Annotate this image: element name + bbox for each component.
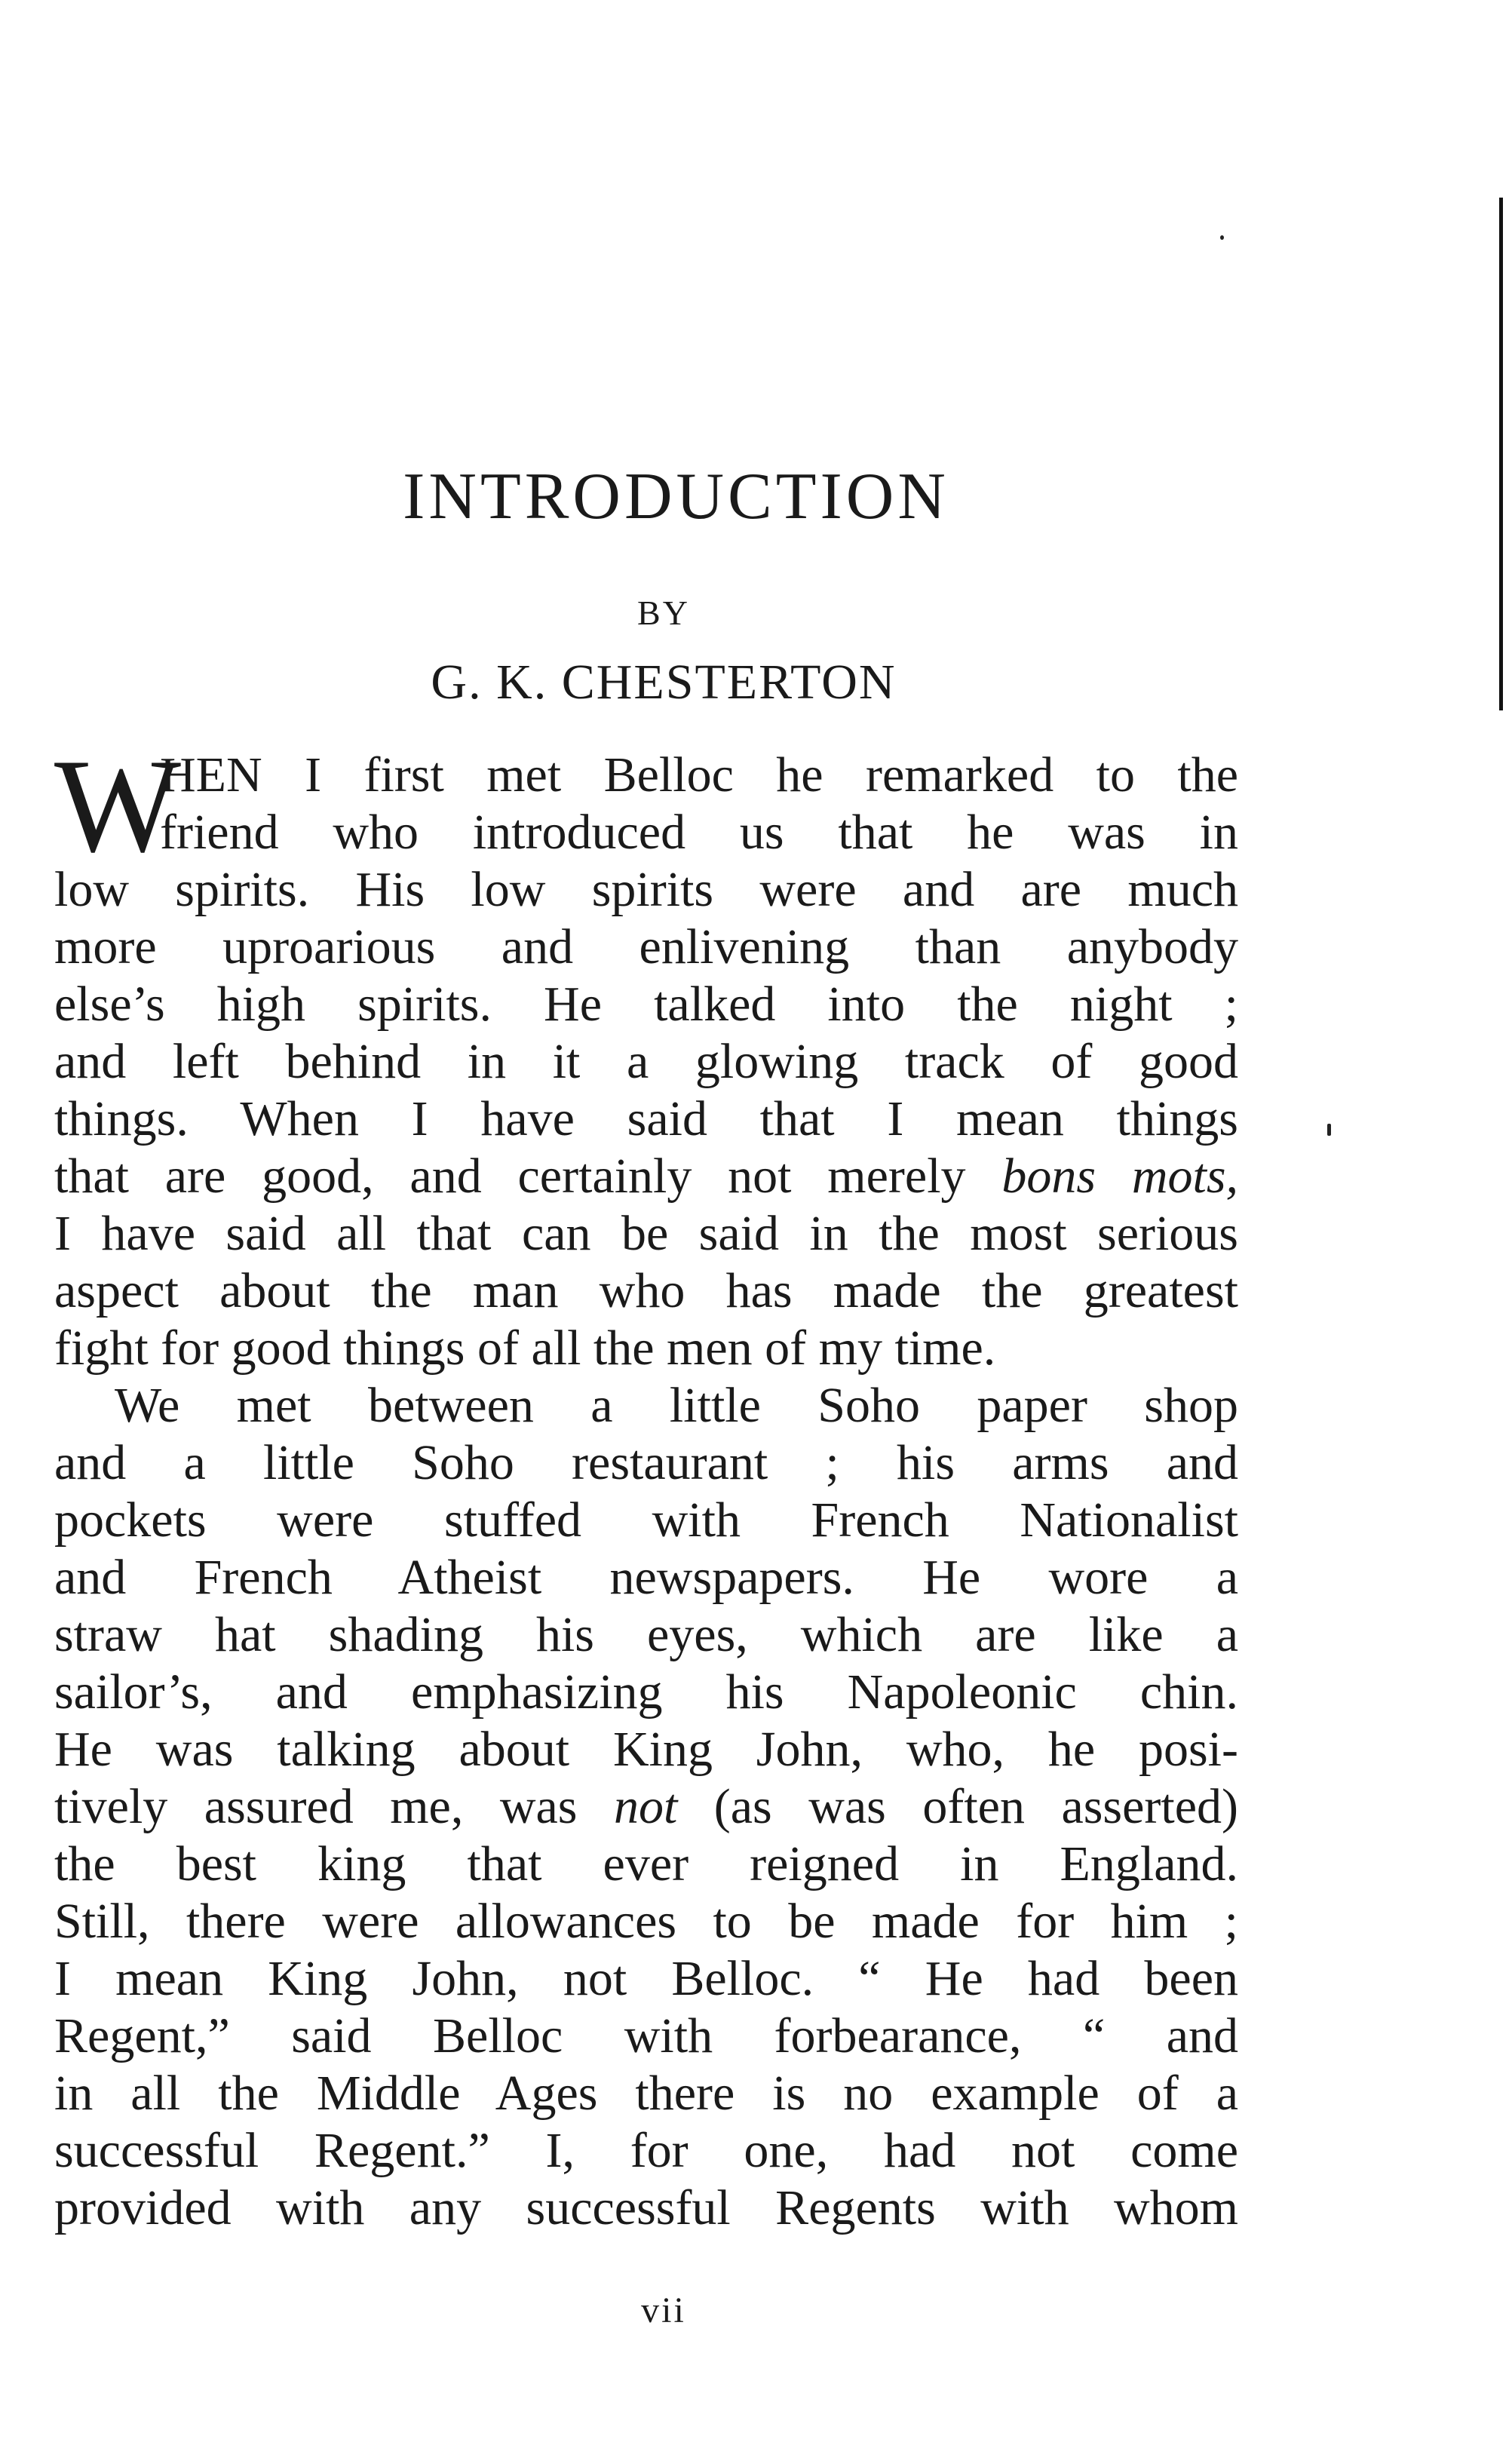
italic-phrase: bons mots, [1001,1149,1239,1204]
page-number: vii [641,2290,686,2330]
italic-word: not [613,1779,678,1834]
text-line: in all the Middle Ages there is no example of a [54,2066,1238,2121]
text-line: Regent,” said Belloc with forbearance, “ and [54,2008,1238,2063]
text-line: the best king that ever reigned in England. [54,1836,1238,1891]
text-line: He was talking about King John, who, he posi- [54,1722,1238,1777]
scan-speck [1327,1124,1331,1136]
text-line: and left behind in it a glowing track of good [54,1034,1238,1089]
byline-author: G. K. CHESTERTON [431,655,897,710]
text-line: aspect about the man who has made the greatest [54,1263,1238,1318]
text-line: I have said all that can be said in the most serious [54,1206,1238,1261]
body-text [54,731,1239,2237]
chapter-title: INTRODUCTION [403,460,949,533]
text-line: low spirits. His low spirits were and are much [54,862,1238,917]
text-line: HEN I first met Belloc he remarked to the [160,747,1238,802]
text-segment: (as was often asserted) [713,1779,1238,1834]
text-line [54,1148,1238,1205]
text-line: pockets were stuffed with French Nationalist [54,1493,1238,1548]
text-line: sailor’s, and emphasizing his Napoleonic chin. [54,1664,1238,1720]
text-line [54,1778,1238,1836]
text-line: else’s high spirits. He talked into the night ; [54,977,1238,1032]
text-segment: that are good, and certainly not merely [54,1149,966,1204]
scan-edge-line [1499,198,1503,710]
text-line: provided with any successful Regents with whom [54,2180,1238,2235]
text-line: things. When I have said that I mean things [54,1091,1238,1146]
drop-cap: W [54,731,182,880]
text-line: and a little Soho restaurant ; his arms and [54,1435,1238,1490]
text-line: I mean King John, not Belloc. “ He had been [54,1951,1238,2006]
text-line: successful Regent.” I, for one, had not come [54,2123,1238,2178]
text-line: friend who introduced us that he was in [160,805,1238,860]
scan-speck [1220,235,1224,240]
text-line: We met between a little Soho paper shop [115,1378,1238,1433]
text-segment: tively assured me, was [54,1779,578,1834]
byline-by: BY [637,594,690,632]
text-line: fight for good things of all the men of my time. [54,1321,996,1376]
text-line: straw hat shading his eyes, which are like a [54,1607,1238,1662]
text-line: Still, there were allowances to be made for him ; [54,1894,1238,1949]
text-line: and French Atheist newspapers. He wore a [54,1550,1238,1605]
text-line: more uproarious and enlivening than anybody [54,919,1238,974]
